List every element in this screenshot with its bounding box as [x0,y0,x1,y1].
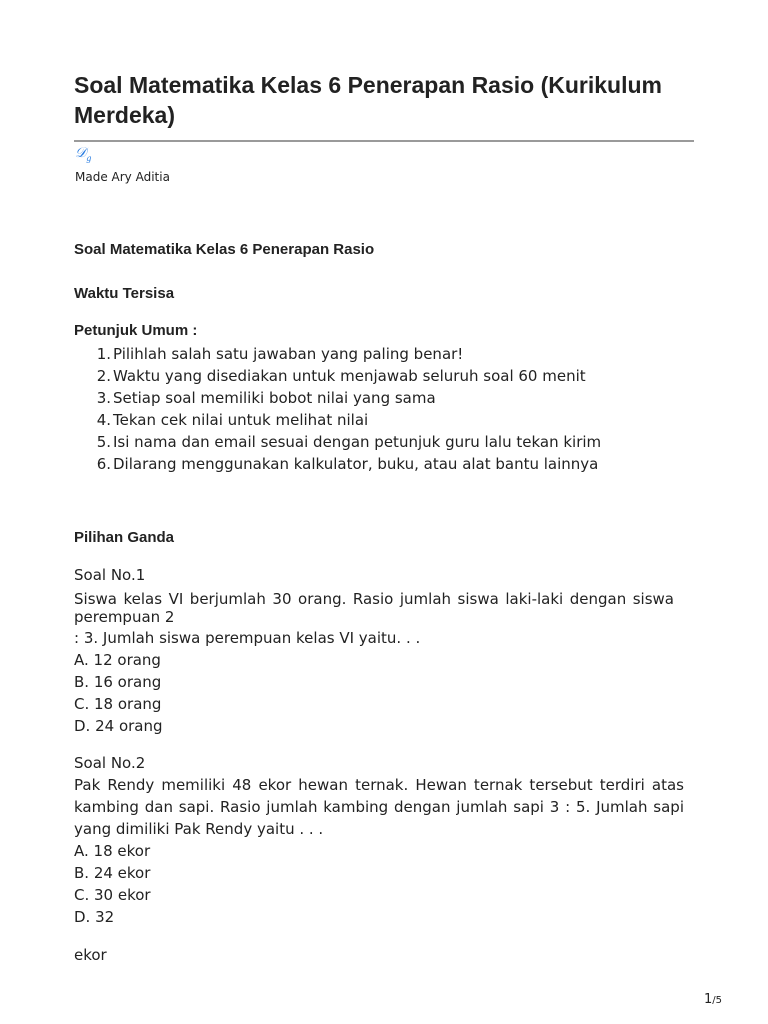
question-text: Siswa kelas VI berjumlah 30 orang. Rasio jumlah siswa laki-laki dengan siswa perempuan 2 [74,590,674,626]
question-label: Soal No.1 [74,566,146,584]
list-item: 4. Tekan cek nilai untuk melihat nilai [96,411,369,429]
list-item: 3. Setiap soal memiliki bobot nilai yang sama [96,389,436,407]
list-item: 6. Dilarang menggunakan kalkulator, buku, atau alat bantu lainnya [96,455,599,473]
answer-option-a[interactable]: A. 12 orang [74,651,161,669]
quiz-title: Soal Matematika Kelas 6 Penerapan Rasio [74,241,375,258]
section-heading: Pilihan Ganda [74,529,175,546]
document-header [74,70,694,130]
list-item: 5. Isi nama dan email sesuai dengan petunjuk guru lalu tekan kirim [96,433,602,451]
answer-option-b[interactable]: B. 16 orang [74,673,162,691]
page-number: 1/5 [704,992,723,1007]
list-item: 1. Pilihlah salah satu jawaban yang paling benar! [96,345,464,363]
answer-option-a[interactable]: A. 18 ekor [74,842,151,860]
question-2 [74,752,684,966]
question-text: Pak Rendy memiliki 48 ekor hewan ternak. Hewan ternak tersebut terdiri atas kambing dan sapi. Rasio jumlah kambing dengan jumlah sapi 3 : 5. Jumlah sapi yang dimiliki Pak Rendy yaitu . . . [74,776,684,838]
list-item: 2. Waktu yang disediakan untuk menjawab seluruh soal 60 menit [96,367,586,385]
question-text-continued: : 3. Jumlah siswa perempuan kelas VI yaitu. . . [74,629,421,647]
question-1 [74,564,684,737]
instructions-heading: Petunjuk Umum : [74,322,198,339]
author-name: Made Ary Aditia [75,170,170,184]
instructions-list [74,343,601,475]
author-logo-icon: 𝒟$_g$ [75,145,92,163]
title-divider [74,140,694,142]
option-d-continued: ekor [74,946,107,964]
page-title: Soal Matematika Kelas 6 Penerapan Rasio (Kurikulum Merdeka) [74,72,662,128]
question-label: Soal No.2 [74,754,146,772]
timer-label: Waktu Tersisa [74,285,175,302]
answer-option-d[interactable]: D. 24 orang [74,717,163,735]
answer-option-c[interactable]: C. 18 orang [74,695,162,713]
answer-option-c[interactable]: C. 30 ekor [74,886,151,904]
answer-option-d[interactable]: D. 32 [74,908,115,926]
answer-option-b[interactable]: B. 24 ekor [74,864,151,882]
